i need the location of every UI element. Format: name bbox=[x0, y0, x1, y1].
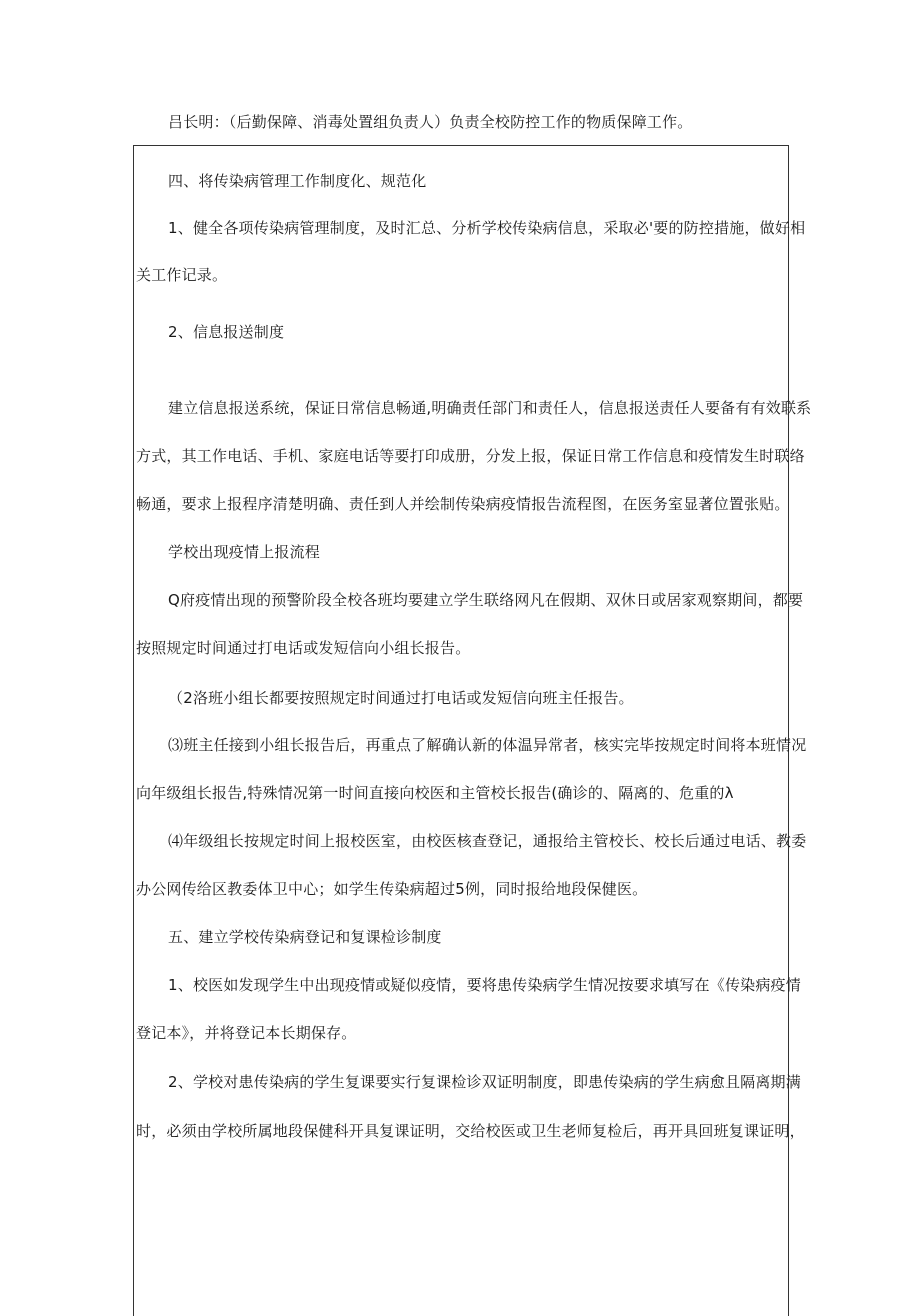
paragraph-line: 2、学校对患传染病的学生复课要实行复课检诊双证明制度，即患传染病的学生病愈且隔离期满 bbox=[168, 1073, 801, 1091]
paragraph-line: 建立信息报送系统，保证日常信息畅通,明确责任部门和责任人，信息报送责任人要备有有效联系 bbox=[168, 399, 812, 417]
subheading-info-report: 2、信息报送制度 bbox=[168, 323, 285, 341]
paragraph-line: ⑷年级组长按规定时间上报校医室，由校医核查登记，通报给主管校长、校长后通过电话、教委 bbox=[168, 832, 807, 850]
paragraph-line: 关工作记录。 bbox=[136, 266, 228, 284]
paragraph-line: 畅通，要求上报程序清楚明确、责任到人并绘制传染病疫情报告流程图，在医务室显著位置张贴。 bbox=[136, 495, 790, 513]
paragraph-line: 办公网传给区教委体卫中心；如学生传染病超过5例，同时报给地段保健医。 bbox=[136, 880, 648, 898]
paragraph-line: 1、健全各项传染病管理制度，及时汇总、分析学校传染病信息，采取必'要的防控措施，做好相 bbox=[168, 219, 806, 237]
heading-five: 五、建立学校传染病登记和复课检诊制度 bbox=[168, 928, 442, 946]
paragraph-line: 登记本》，并将登记本长期保存。 bbox=[136, 1024, 357, 1042]
heading-four: 四、将传染病管理工作制度化、规范化 bbox=[168, 172, 427, 190]
paragraph-line: 向年级组长报告,特殊情况第一时间直接向校医和主管校长报告(确诊的、隔离的、危重的λ bbox=[136, 784, 734, 802]
top-line: 吕长明：（后勤保障、消毒处置组负责人）负责全校防控工作的物质保障工作。 bbox=[168, 113, 693, 131]
paragraph-line: 1、校医如发现学生中出现疫情或疑似疫情，要将患传染病学生情况按要求填写在《传染病疫情 bbox=[168, 976, 801, 994]
paragraph-line: 方式，其工作电话、手机、家庭电话等要打印成册，分发上报，保证日常工作信息和疫情发生时联络 bbox=[136, 447, 805, 465]
paragraph-line: （2洛班小组长都要按照规定时间通过打电话或发短信向班主任报告。 bbox=[168, 689, 634, 707]
paragraph-line: ⑶班主任接到小组长报告后，再重点了解确认新的体温异常者，核实完毕按规定时间将本班情况 bbox=[168, 736, 807, 754]
subheading-report-flow: 学校出现疫情上报流程 bbox=[168, 543, 321, 561]
paragraph-line: 按照规定时间通过打电话或发短信向小组长报告。 bbox=[136, 639, 471, 657]
paragraph-line: 时，必须由学校所属地段保健科开具复课证明，交给校医或卫生老师复检后，再开具回班复课证明， bbox=[136, 1122, 805, 1140]
paragraph-line: Q府疫情出现的预警阶段全校各班均要建立学生联络网凡在假期、双休日或居家观察期间，都要 bbox=[168, 591, 804, 609]
